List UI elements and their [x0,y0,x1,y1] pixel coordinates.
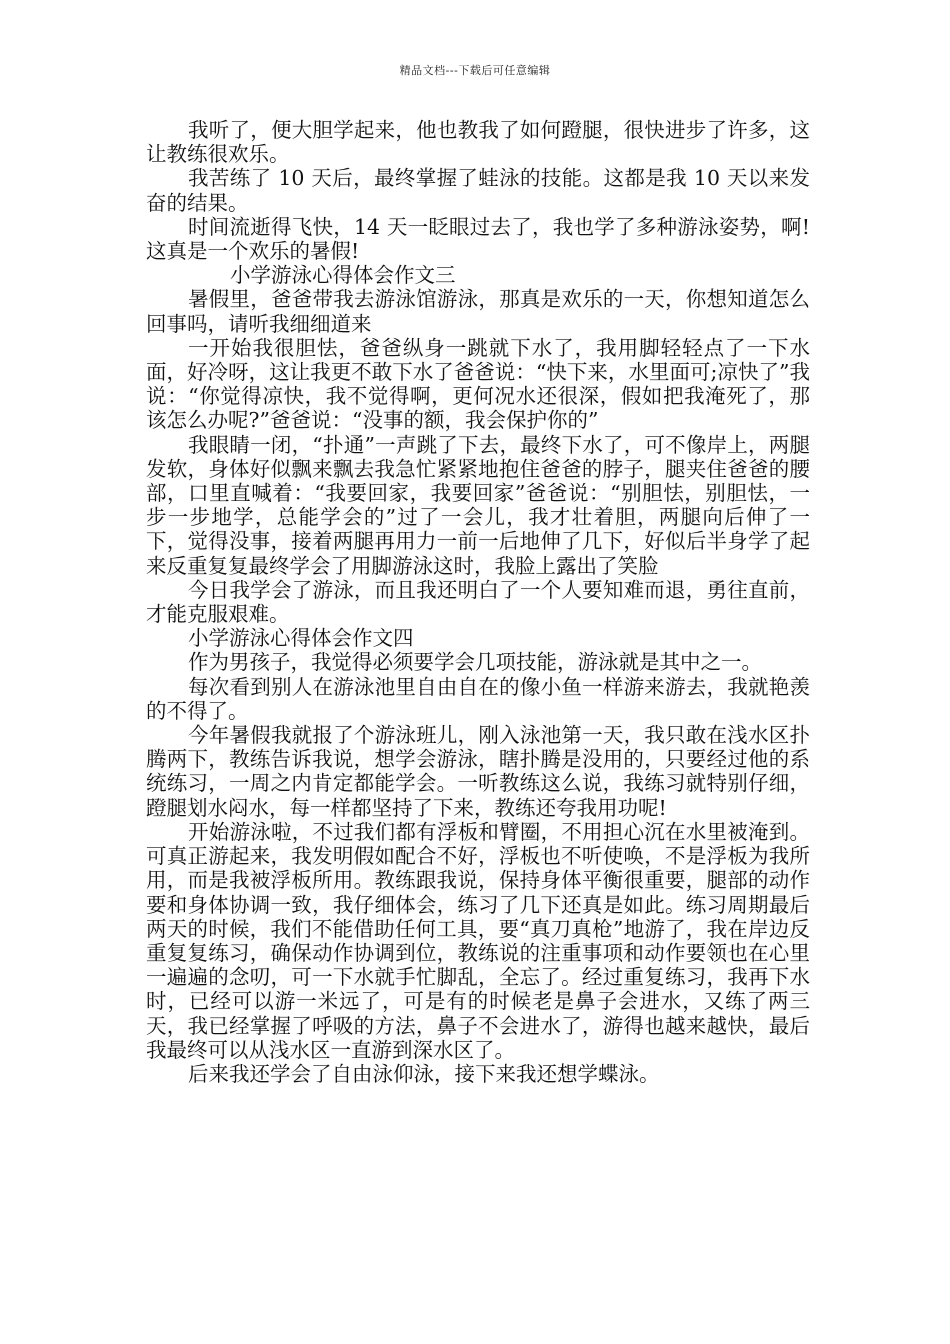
document-body [146,118,810,1086]
paragraph: 开始游泳啦，不过我们都有浮板和臂圈，不用担心沉在水里被淹到。可真正游起来，我发明假如配合不好，浮板也不听使唤，不是浮板为我所用，而是我被浮板所用。教练跟我说，保持身体平衡很重要，腿部的动作要和身体协调一致，我仔细体会，练习了几下还真是如此。练习周期最后两天的时候，我们不能借助任何工具，要“真刀真枪”地游了，我在岸边反重复复练习，确保动作协调到位，教练说的注重事项和动作要领也在心里一遍遍的念叨，可一下水就手忙脚乱，全忘了。经过重复练习，我再下水时，已经可以游一米远了，可是有的时候老是鼻子会进水，又练了两三天，我已经掌握了呼吸的方法，鼻子不会进水了，游得也越来越快，最后我最终可以从浅水区一直游到深水区了。 [146,819,810,1062]
paragraph: 一开始我很胆怯，爸爸纵身一跳就下水了，我用脚轻轻点了一下水面，好冷呀，这让我更不敢下水了爸爸说：“快下来，水里面可;凉快了”我说：“你觉得凉快，我不觉得啊，更何况水还很深，假如把我淹死了，那该怎么办呢?”爸爸说：“没事的额，我会保护你的” [146,335,810,433]
paragraph: 每次看到别人在游泳池里自由自在的像小鱼一样游来游去，我就艳羡的不得了。 [146,674,810,723]
paragraph: 今日我学会了游泳，而且我还明白了一个人要知难而退，勇往直前，才能克服艰难。 [146,577,810,627]
paragraph: 我听了，便大胆学起来，他也教我了如何蹬腿，很快进步了许多，这让教练很欢乐。 [146,118,810,167]
section-heading: 小学游泳心得体会作文三 [230,263,456,288]
paragraph: 后来我还学会了自由泳仰泳，接下来我还想学蝶泳。 [188,1061,660,1086]
paragraph: 暑假里，爸爸带我去游泳馆游泳，那真是欢乐的一天，你想知道怎么回事吗，请听我细细道来 [146,287,810,336]
paragraph: 作为男孩子，我觉得必须要学会几项技能，游泳就是其中之一。 [188,650,762,675]
paragraph: 我苦练了 10 天后，最终掌握了蛙泳的技能。这都是我 10 天以来发奋的结果。 [146,166,810,215]
paragraph: 我眼睛一闭，“扑通”一声跳了下去，最终下水了，可不像岸上，两腿发软，身体好似飘来飘去我急忙紧紧地抱住爸爸的脖子，腿夹住爸爸的腰部，口里直喊着：“我要回家，我要回家”爸爸说：“别胆怯，别胆怯，一步一步地学，总能学会的”过了一会儿，我才壮着胆，两腿向后伸了一下，觉得没事，接着两腿再用力一前一后地伸了几下，好似后半身学了起来反重复复最终学会了用脚游泳这时，我脸上露出了笑脸 [146,432,810,578]
paragraph: 今年暑假我就报了个游泳班儿，刚入泳池第一天，我只敢在浅水区扑腾两下，教练告诉我说，想学会游泳，瞎扑腾是没用的，只要经过他的系统练习，一周之内肯定都能学会。一听教练这么说，我练习就特别仔细，蹬腿划水闷水，每一样都坚持了下来，教练还夸我用功呢! [146,723,810,820]
paragraph: 时间流逝得飞快，14 天一眨眼过去了，我也学了多种游泳姿势，啊!这真是一个欢乐的暑假! [146,214,810,264]
section-heading: 小学游泳心得体会作文四 [188,626,414,651]
header-note: 精品文档---下载后可任意编辑 [399,64,551,77]
